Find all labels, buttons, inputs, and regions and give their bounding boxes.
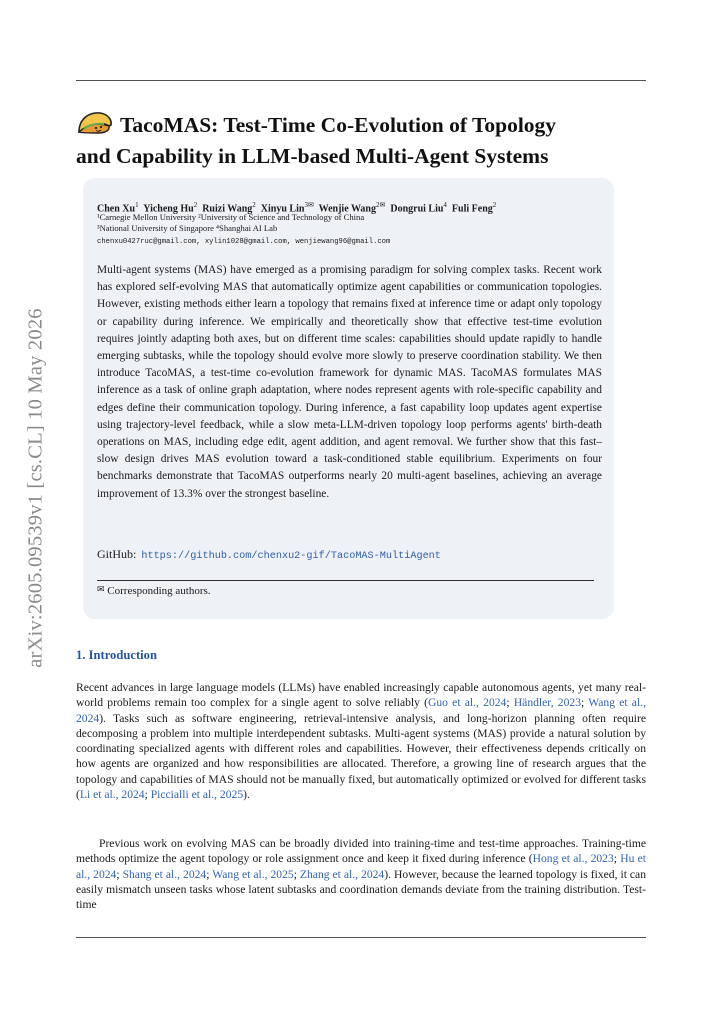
body-text: ; — [506, 696, 514, 710]
section-heading: 1. Introduction — [76, 648, 157, 662]
body-text: Previous work on evolving MAS can be broadly divided into training-time and test-time approaches. Training-time methods optimize the agent topology or role assignment once and keep it fixed during inference ( — [76, 837, 646, 866]
bottom-rule — [76, 937, 646, 938]
footnote-rule — [97, 580, 594, 581]
envelope-icon: ✉ — [97, 584, 105, 594]
github-link[interactable]: https://github.com/chenxu2-gif/TacoMAS-MultiAgent — [141, 551, 441, 562]
citation-link[interactable]: Wang et al., 2024 — [76, 696, 646, 725]
body-text: ; — [613, 852, 621, 866]
top-rule — [76, 80, 646, 81]
body-text: ). Tasks such as software engineering, retrieval-intensive analysis, and long-horizon planning often require decomposing a problem into multiple interdependent subtasks. Multi-agent systems (MAS) provide a natural solution by coordinating specialized agents with different roles and capabilities. However, their effectiveness depends critically on how agents are organized and how responsibilities are allocated. Therefore, a growing line of research argues that the topology and capabilities of MAS should not be manually fixed, but automatically optimized or evolved for different tasks ( — [76, 711, 646, 802]
affiliation-line-1: ¹Carnegie Mellon University ²University of Science and Technology of China — [97, 212, 365, 222]
citation-link[interactable]: Zhang et al., 2024 — [299, 867, 385, 881]
author: Wenjie Wang — [318, 203, 376, 215]
citation-link[interactable]: Hu et al., 2024 — [76, 852, 646, 881]
citation-link[interactable]: Hong et al., 2023 — [532, 852, 614, 866]
citation-link[interactable]: Guo et al., 2024 — [428, 696, 507, 710]
corresponding-text: Corresponding authors. — [107, 585, 211, 597]
arxiv-identifier: arXiv:2605.09539v1 [cs.CL] 10 May 2026 — [24, 308, 47, 668]
github-label: GitHub: — [97, 547, 137, 561]
citation-link[interactable]: Piccialli et al., 2025 — [150, 788, 244, 802]
citation-link[interactable]: Shang et al., 2024 — [122, 867, 207, 881]
abstract-text: Multi-agent systems (MAS) have emerged as a promising paradigm for solving complex tasks. Recent work has explored self-evolving MAS that automatically optimize agent capabilities or communication topologies. However, existing methods either learn a topology that remains fixed at inference time or adapt only topology or capability during inference. We empirically and theoretically show that effective test-time evolution requires jointly adapting both axes, but on different time scales: capabilities should update rapidly to handle emerging subtasks, while the topology should evolve more slowly to preserve coordination stability. We then introduce TacoMAS, a test-time co-evolution framework for dynamic MAS. TacoMAS formulates MAS inference as a task of online graph adaptation, where nodes represent agents with role-specific capability and edges define their communication topology. During inference, a fast capability loop updates agent expertise using trajectory-level feedback, while a slow meta-LLM-driven topology loop performs agents' birth-death operations on MAS, including edge edit, agent addition, and agent removal. We further show that this fast–slow design drives MAS evolution toward a task-conditioned stable equilibrium. Experiments on four benchmarks demonstrate that TacoMAS outperforms nearly 20 multi-agent baselines, achieving an average improvement of 13.3% over the strongest baseline. — [97, 264, 602, 500]
corresponding-note — [97, 584, 211, 597]
author-list: Chen Xu$^1$ Yicheng Hu$^2$ Ruizi Wang$^2$ Xinyu Lin$^{3✉}$ Wenjie Wang$^{2✉}$ Dongrui Liu$^4$ Fuli Feng$^2$ — [97, 201, 497, 215]
title-line-2: and Capability in LLM-based Multi-Agent Systems — [76, 144, 549, 168]
intro-paragraph-2 — [76, 836, 646, 912]
citation-link[interactable]: Li et al., 2024 — [79, 788, 145, 802]
intro-paragraph-1 — [76, 680, 646, 802]
author-emails: chenxu0427ruc@gmail.com, xylin1028@gmail.com, wenjiewang96@gmail.com — [97, 238, 391, 246]
affiliation-line-2: ³National University of Singapore ⁴Shanghai AI Lab — [97, 223, 278, 233]
body-text: ; — [144, 788, 151, 802]
github-line — [97, 547, 441, 562]
citation-link[interactable]: Händler, 2023 — [513, 696, 581, 710]
author: Fuli Feng — [451, 203, 493, 215]
title-line-1: TacoMAS: Test-Time Co-Evolution of Topology — [120, 113, 557, 137]
author: Chen Xu — [97, 203, 136, 215]
paper-title — [76, 110, 636, 170]
body-text: ). — [243, 788, 250, 802]
body-text: ; — [581, 696, 589, 710]
body-text: ; — [293, 867, 300, 881]
body-text: ). However, because the learned topology is fixed, it can easily mismatch unseen tasks whose latent subtasks and coordination demands deviate from the training distribution. Test-time — [76, 867, 646, 912]
body-text: Recent advances in large language models (LLMs) have enabled increasingly capable autonomous agents, yet many real-world problems remain too complex for a single agent to solve reliably ( — [76, 681, 646, 710]
author: Yicheng Hu — [143, 203, 194, 215]
citation-link[interactable]: Wang et al., 2025 — [212, 867, 294, 881]
author: Dongrui Liu — [390, 203, 444, 215]
body-text: ; — [206, 867, 213, 881]
taco-icon — [76, 110, 114, 143]
author: Ruizi Wang — [202, 203, 253, 215]
author: Xinyu Lin — [260, 203, 305, 215]
body-text: ; — [116, 867, 123, 881]
